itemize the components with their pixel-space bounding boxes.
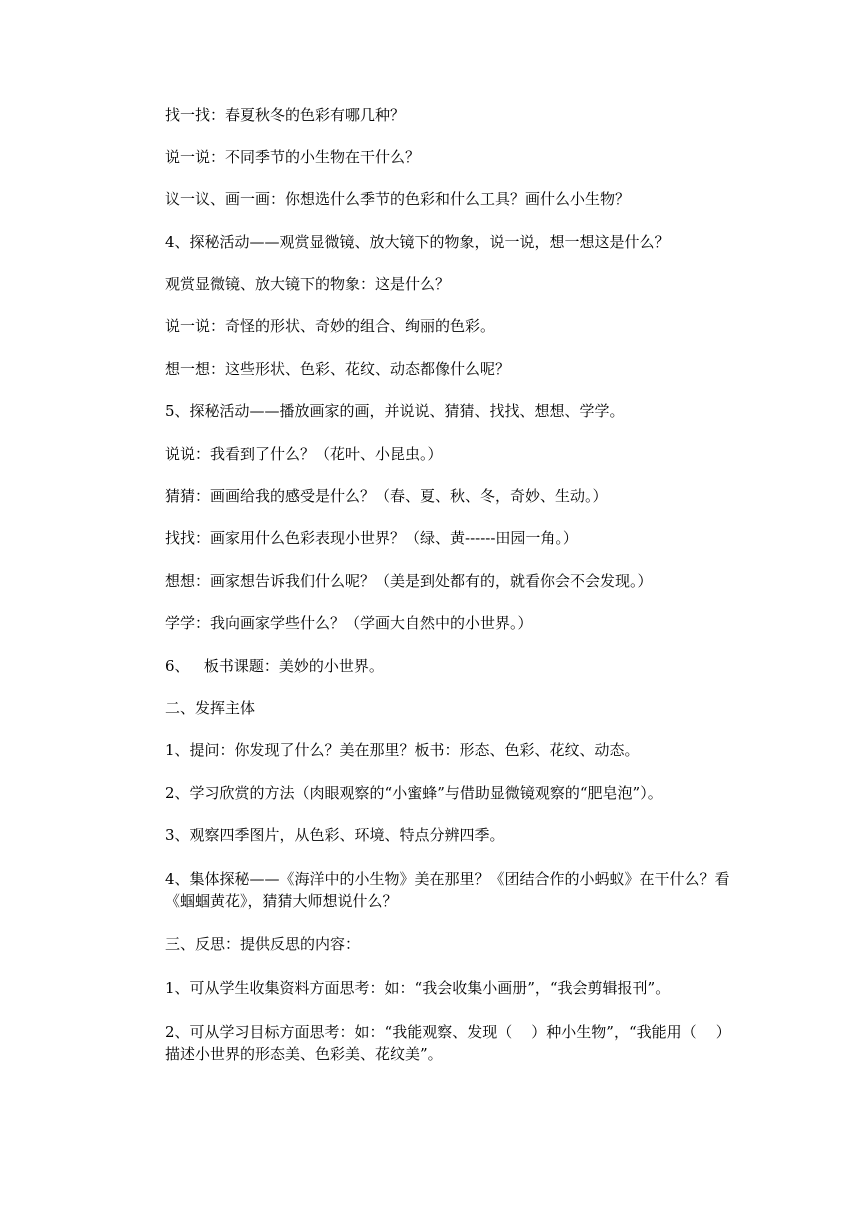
paragraph-reflect-2: 2、可从学习目标方面思考：如：“我能观察、发现（ ）种小生物”，“我能用（ ）描述小世界的形态美、色彩美、花纹美”。 — [165, 1023, 731, 1063]
paragraph-xue: 学学：我向画家学些什么？（学画大自然中的小世界。） — [165, 614, 533, 632]
paragraph-say-shapes: 说一说：奇怪的形状、奇妙的组合、绚丽的色彩。 — [165, 317, 496, 335]
paragraph-explore-4: 4、探秘活动——观赏显微镜、放大镜下的物象，说一说，想一想这是什么？ — [165, 233, 670, 251]
paragraph-xiang: 想想：画家想告诉我们什么呢？（美是到处都有的，就看你会不会发现。） — [165, 572, 653, 590]
paragraph-group-explore: 4、集体探秘——《海洋中的小生物》美在那里？《团结合作的小蚂蚁》在干什么？看《蝈蝈黄花》，猜猜大师想说什么？ — [165, 870, 730, 910]
section-heading-3: 三、反思：提供反思的内容： — [165, 935, 361, 953]
paragraph-say: 说一说：不同季节的小生物在干什么？ — [165, 148, 421, 166]
paragraph-discuss-draw: 议一议、画一画：你想选什么季节的色彩和什么工具？画什么小生物？ — [165, 190, 631, 208]
paragraph-board-title: 6、 板书课题：美妙的小世界。 — [165, 657, 384, 675]
paragraph-question: 1、提问：你发现了什么？美在那里？板书：形态、色彩、花纹、动态。 — [165, 741, 640, 759]
paragraph-observe: 观赏显微镜、放大镜下的物象：这是什么？ — [165, 275, 451, 293]
paragraph-zhao: 找找：画家用什么色彩表现小世界？（绿、黄------田园一角。） — [165, 529, 578, 547]
paragraph-reflect-1: 1、可从学生收集资料方面思考：如：“我会收集小画册”，“我会剪辑报刊”。 — [165, 979, 671, 997]
section-heading-2: 二、发挥主体 — [165, 699, 256, 717]
paragraph-find: 找一找：春夏秋冬的色彩有哪几种？ — [165, 106, 406, 124]
paragraph-explore-5: 5、探秘活动——播放画家的画，并说说、猜猜、找找、想想、学学。 — [165, 402, 625, 420]
paragraph-cai: 猜猜：画画给我的感受是什么？（春、夏、秋、冬，奇妙、生动。） — [165, 487, 608, 505]
paragraph-think: 想一想：这些形状、色彩、花纹、动态都像什么呢？ — [165, 360, 511, 378]
paragraph-seasons: 3、观察四季图片，从色彩、环境、特点分辨四季。 — [165, 826, 505, 844]
paragraph-shuo: 说说：我看到了什么？（花叶、小昆虫。） — [165, 445, 443, 463]
paragraph-method: 2、学习欣赏的方法（肉眼观察的“小蜜蜂”与借助显微镜观察的“肥皂泡”）。 — [165, 784, 663, 802]
